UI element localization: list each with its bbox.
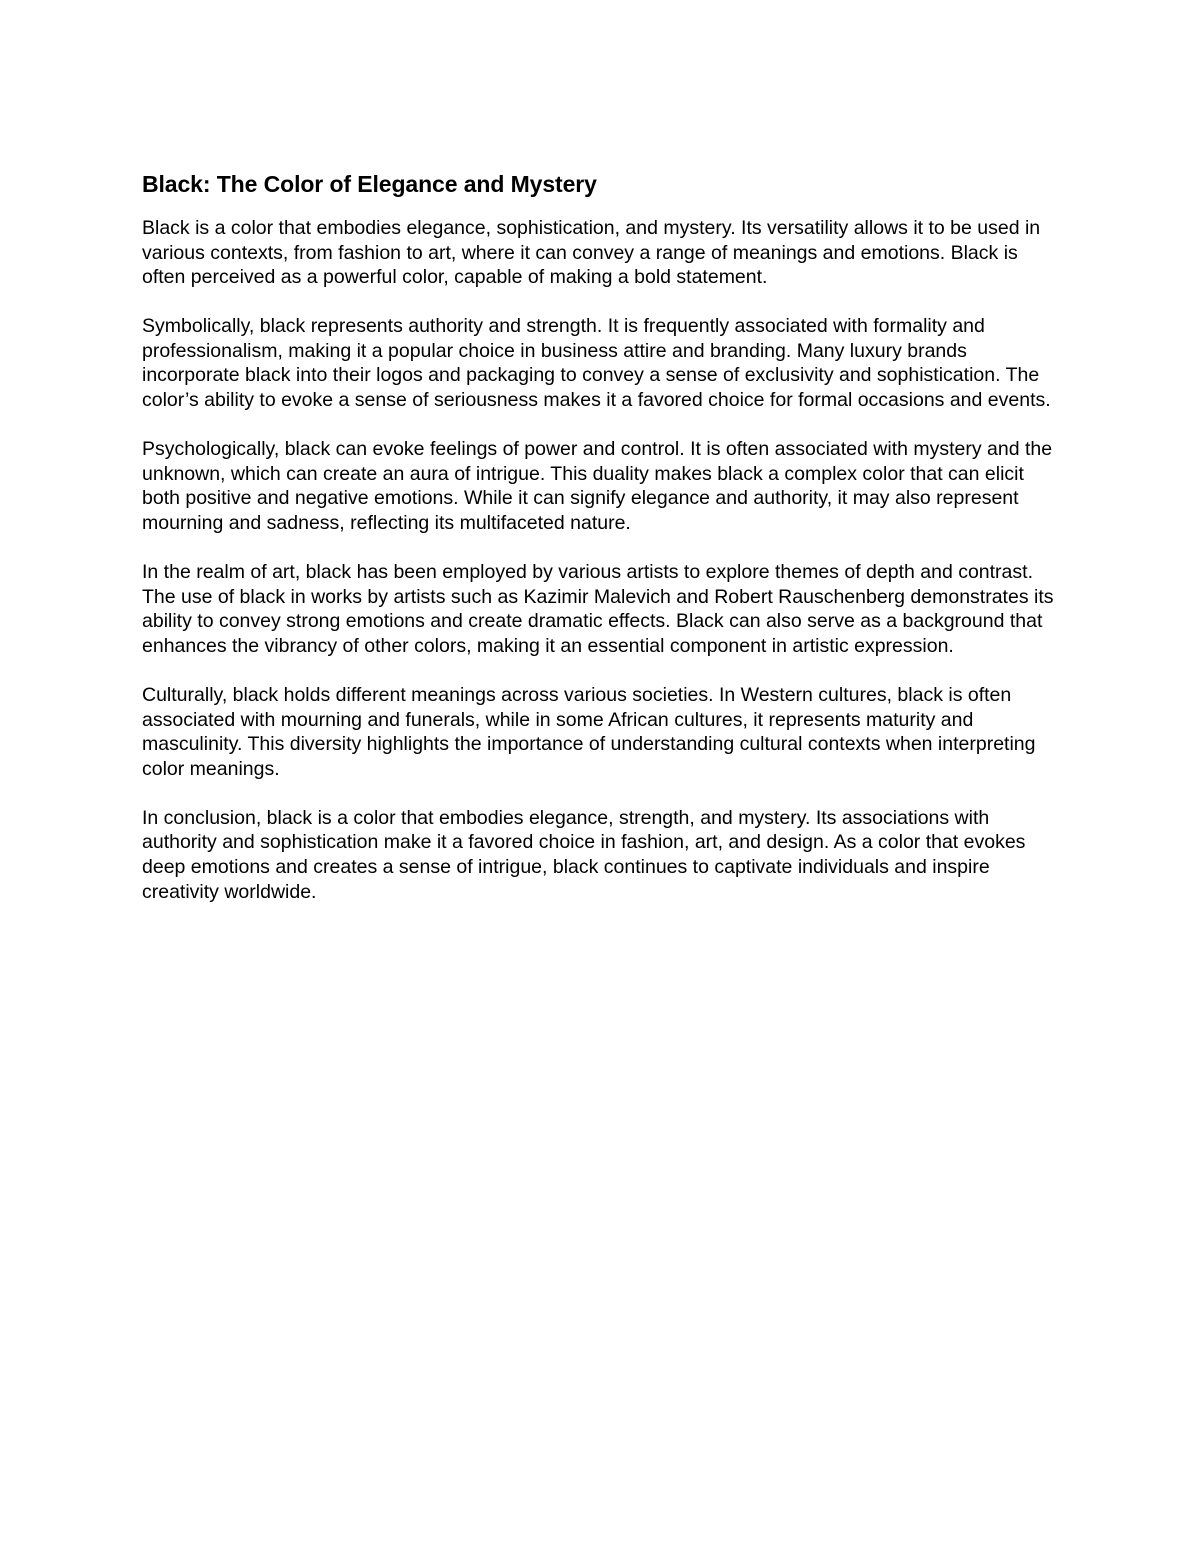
paragraph-culture: Culturally, black holds different meanings across various societies. In Western cultures, black is often associated with mourning and funerals, while in some African cultures, it represents maturity and masculinity. This diversity highlights the importance of understanding cultural contexts when interpreting color meanings.: [142, 683, 1036, 780]
paragraph-psychology: Psychologically, black can evoke feelings of power and control. It is often associated with mystery and the unknown, which can create an aura of intrigue. This duality makes black a complex color that can elicit both positive and negative emotions. While it can signify elegance and authority, it may also represent mourning and sadness, reflecting its multifaceted nature.: [142, 438, 1053, 534]
paragraph-conclusion: In conclusion, black is a color that embodies elegance, strength, and mystery. Its associations with authority and sophistication make it a favored choice in fashion, art, and design. As a color that evokes deep emotions and creates a sense of intrigue, black continues to captivate individuals and inspire creativity worldwide.: [142, 806, 1026, 903]
document-title: Black: The Color of Elegance and Mystery: [142, 171, 597, 197]
paragraph-symbolism: Symbolically, black represents authority and strength. It is frequently associated with formality and professionalism, making it a popular choice in business attire and branding. Many luxury brands incorporate black into their logos and packaging to convey a sense of exclusivity and sophistication. The color’s ability to evoke a sense of seriousness makes it a favored choice for formal occasions and events.: [142, 315, 1051, 412]
paragraph-art: In the realm of art, black has been employed by various artists to explore themes of depth and contrast. The use of black in works by artists such as Kazimir Malevich and Robert Rauschenberg demonstrates its ability to convey strong emotions and create dramatic effects. Black can also serve as a background that enhances the vibrancy of other colors, making it an essential component in artistic expression.: [142, 561, 1054, 657]
document-body: [142, 168, 1062, 929]
paragraph-intro: Black is a color that embodies elegance, sophistication, and mystery. Its versatility allows it to be used in various contexts, from fashion to art, where it can convey a range of meanings and emotions. Black is often perceived as a powerful color, capable of making a bold statement.: [142, 217, 1041, 289]
